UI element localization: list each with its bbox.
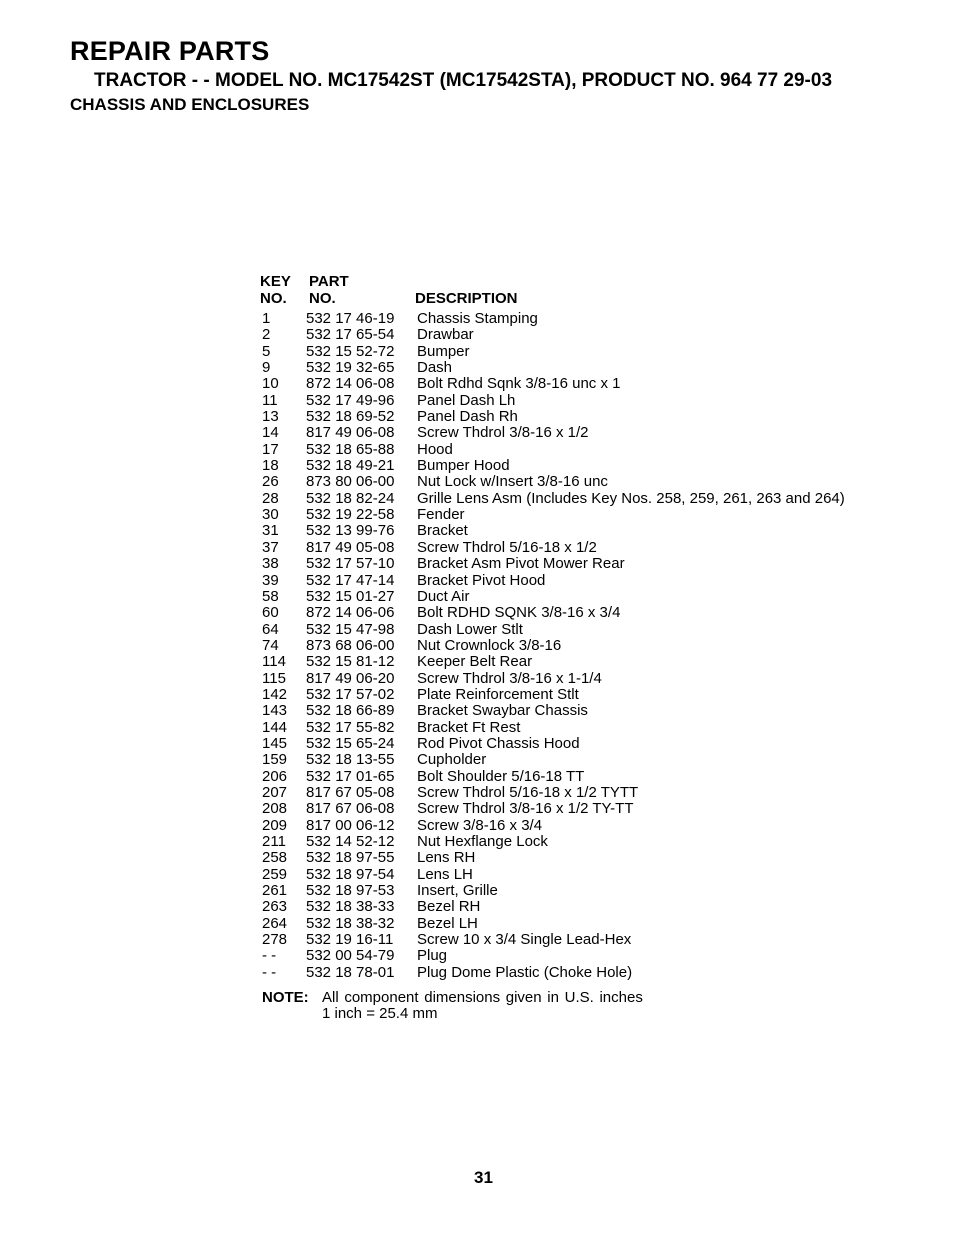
- key-number: 11: [262, 391, 278, 409]
- part-description: Plug: [417, 947, 448, 965]
- part-number: 817 49 06-20: [306, 669, 395, 687]
- part-description: Bezel RH: [417, 898, 481, 916]
- key-number: 28: [262, 489, 279, 507]
- key-number: 261: [262, 882, 288, 900]
- key-number: 114: [262, 653, 286, 671]
- key-number: 278: [262, 931, 288, 949]
- key-number: 17: [262, 440, 279, 458]
- part-number: 872 14 06-08: [306, 375, 395, 393]
- key-number: 115: [262, 669, 286, 687]
- part-number: 532 19 22-58: [306, 506, 395, 524]
- key-number: 60: [262, 604, 279, 622]
- key-number: 14: [262, 424, 279, 442]
- part-description: Bolt Shoulder 5/16-18 TT: [417, 767, 585, 785]
- note-line-2: 1 inch = 25.4 mm: [322, 1005, 438, 1022]
- key-number: 58: [262, 587, 279, 605]
- key-number: 208: [262, 800, 288, 818]
- part-number: 532 18 38-32: [306, 914, 395, 932]
- part-number: 532 14 52-12: [306, 833, 395, 850]
- page-number: 31: [474, 1168, 493, 1187]
- part-description: Hood: [417, 440, 453, 458]
- part-number: 532 15 81-12: [306, 653, 395, 671]
- key-number: 5: [262, 342, 271, 360]
- key-number: 2: [262, 326, 271, 344]
- part-number: 532 18 38-33: [306, 898, 395, 916]
- part-number: 872 14 06-06: [306, 604, 395, 622]
- section-heading: CHASSIS AND ENCLOSURES: [70, 95, 310, 114]
- part-number: 532 00 54-79: [306, 947, 395, 965]
- header-key-line1: KEY: [260, 273, 291, 290]
- part-number: 532 15 47-98: [306, 620, 395, 638]
- part-number: 532 17 46-19: [306, 310, 395, 327]
- part-number: 532 18 69-52: [306, 408, 395, 426]
- part-description: Plate Reinforcement Stlt: [417, 685, 579, 703]
- key-number: 263: [262, 898, 288, 916]
- part-description: Keeper Belt Rear: [417, 653, 533, 671]
- part-description: Nut Hexflange Lock: [417, 833, 548, 850]
- page-title: REPAIR PARTS: [70, 36, 270, 66]
- key-number: 31: [262, 522, 279, 540]
- part-number: 532 17 01-65: [306, 767, 395, 785]
- part-description: Fender: [417, 506, 465, 524]
- part-number: 817 49 05-08: [306, 538, 395, 556]
- part-description: Bracket Asm Pivot Mower Rear: [417, 555, 625, 573]
- header-part-line2: NO.: [309, 290, 336, 307]
- part-number: 532 18 66-89: [306, 702, 395, 720]
- part-number: 817 00 06-12: [306, 816, 395, 834]
- part-description: Plug Dome Plastic (Choke Hole): [417, 963, 633, 981]
- part-description: Lens LH: [417, 865, 473, 883]
- note-label: NOTE:: [262, 989, 309, 1006]
- part-description: Screw Thdrol 5/16-18 x 1/2 TYTT: [417, 783, 639, 801]
- part-description: Dash Lower Stlt: [417, 620, 523, 638]
- part-number: 817 67 05-08: [306, 783, 395, 801]
- key-number: 206: [262, 767, 288, 785]
- part-number: 817 49 06-08: [306, 424, 395, 442]
- key-number: 159: [262, 751, 288, 769]
- part-number: 532 17 57-10: [306, 555, 395, 573]
- part-number: 532 18 97-55: [306, 849, 395, 867]
- part-description: Insert, Grille: [417, 882, 498, 900]
- part-number: 873 80 06-00: [306, 473, 395, 491]
- header-key-line2: NO.: [260, 290, 287, 307]
- key-number: 209: [262, 816, 288, 834]
- key-number: 64: [262, 620, 279, 638]
- part-description: Screw Thdrol 3/8-16 x 1-1/4: [417, 669, 602, 687]
- part-description: Panel Dash Lh: [417, 391, 516, 409]
- key-number: 207: [262, 783, 288, 801]
- part-description: Nut Lock w/Insert 3/8-16 unc: [417, 473, 608, 491]
- key-number: 143: [262, 702, 288, 720]
- part-number: 532 15 65-24: [306, 734, 395, 752]
- part-description: Drawbar: [417, 326, 474, 344]
- part-description: Duct Air: [417, 587, 470, 605]
- part-description: Bracket Swaybar Chassis: [417, 702, 588, 720]
- note-line-1: All component dimensions given in U.S. inches: [322, 989, 643, 1006]
- part-number: 532 15 01-27: [306, 587, 395, 605]
- header-part-line1: PART: [309, 273, 349, 290]
- part-description: Lens RH: [417, 849, 476, 867]
- part-number: 532 15 52-72: [306, 342, 395, 360]
- part-description: Grille Lens Asm (Includes Key Nos. 258, 259, 261, 263 and 264): [417, 489, 845, 507]
- key-number: 145: [262, 734, 288, 752]
- key-number: 18: [262, 457, 279, 475]
- key-number: 211: [262, 833, 286, 850]
- part-description: Chassis Stamping: [417, 310, 538, 327]
- part-description: Rod Pivot Chassis Hood: [417, 734, 580, 752]
- model-subtitle: TRACTOR - - MODEL NO. MC17542ST (MC17542STA), PRODUCT NO. 964 77 29-03: [94, 70, 833, 91]
- key-number: 264: [262, 914, 288, 932]
- part-description: Screw 3/8-16 x 3/4: [417, 816, 543, 834]
- part-description: Bumper: [417, 342, 470, 360]
- part-description: Bolt Rdhd Sqnk 3/8-16 unc x 1: [417, 375, 621, 393]
- part-number: 532 13 99-76: [306, 522, 395, 540]
- part-number: 532 17 55-82: [306, 718, 395, 736]
- key-number: 30: [262, 506, 279, 524]
- part-description: Cupholder: [417, 751, 487, 769]
- key-number: 142: [262, 685, 288, 703]
- part-description: Bumper Hood: [417, 457, 510, 475]
- part-description: Screw Thdrol 3/8-16 x 1/2: [417, 424, 589, 442]
- part-number: 817 67 06-08: [306, 800, 395, 818]
- part-number: 873 68 06-00: [306, 636, 395, 654]
- part-number: 532 18 82-24: [306, 489, 395, 507]
- part-number: 532 18 97-53: [306, 882, 395, 900]
- part-number: 532 18 65-88: [306, 440, 395, 458]
- part-description: Bracket: [417, 522, 468, 540]
- part-description: Screw 10 x 3/4 Single Lead-Hex: [417, 931, 632, 949]
- key-number: - -: [262, 947, 277, 965]
- key-number: 37: [262, 538, 279, 556]
- part-description: Bracket Pivot Hood: [417, 571, 546, 589]
- key-number: 1: [262, 310, 271, 327]
- part-number: 532 17 57-02: [306, 685, 395, 703]
- part-number: 532 18 13-55: [306, 751, 395, 769]
- part-description: Dash: [417, 359, 453, 377]
- part-number: 532 19 16-11: [306, 931, 394, 949]
- part-number: 532 17 49-96: [306, 391, 395, 409]
- key-number: 26: [262, 473, 279, 491]
- part-description: Panel Dash Rh: [417, 408, 518, 426]
- part-description: Screw Thdrol 5/16-18 x 1/2: [417, 538, 597, 556]
- key-number: 13: [262, 408, 279, 426]
- part-description: Nut Crownlock 3/8-16: [417, 636, 562, 654]
- key-number: 259: [262, 865, 288, 883]
- key-number: 258: [262, 849, 288, 867]
- key-number: 39: [262, 571, 279, 589]
- header-description: DESCRIPTION: [415, 290, 518, 307]
- part-number: 532 17 65-54: [306, 326, 395, 344]
- key-number: - -: [262, 963, 277, 981]
- key-number: 144: [262, 718, 288, 736]
- part-number: 532 18 49-21: [306, 457, 395, 475]
- part-number: 532 18 78-01: [306, 963, 395, 981]
- part-description: Bezel LH: [417, 914, 478, 932]
- part-description: Bracket Ft Rest: [417, 718, 521, 736]
- key-number: 10: [262, 375, 279, 393]
- key-number: 74: [262, 636, 279, 654]
- key-number: 38: [262, 555, 279, 573]
- part-number: 532 19 32-65: [306, 359, 395, 377]
- part-number: 532 17 47-14: [306, 571, 395, 589]
- key-number: 9: [262, 359, 271, 377]
- part-description: Bolt RDHD SQNK 3/8-16 x 3/4: [417, 604, 621, 622]
- part-number: 532 18 97-54: [306, 865, 395, 883]
- part-description: Screw Thdrol 3/8-16 x 1/2 TY-TT: [417, 800, 634, 818]
